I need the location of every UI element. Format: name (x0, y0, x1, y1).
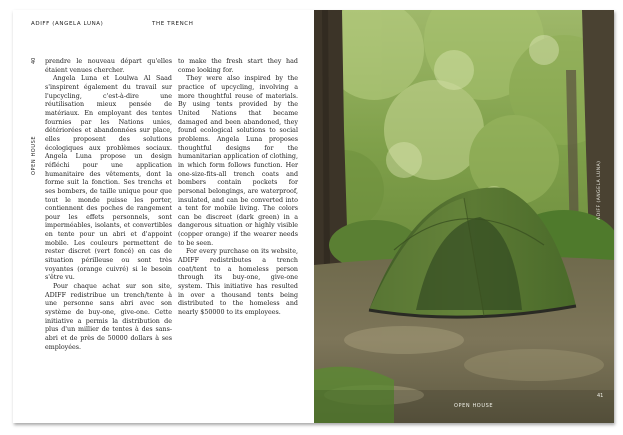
tent-photo (314, 10, 614, 423)
page-number-left: 40 (31, 57, 37, 64)
photo-caption: OPEN HOUSE (454, 403, 494, 409)
left-page (13, 10, 314, 423)
section-label-left: OPEN HOUSE (31, 135, 37, 175)
french-paragraph: Pour chaque achat sur son site, ADIFF redistribue un trench/tente à une personne sans abri avec son système de buy-one, give-one. Cette initiative a permis la distribution de plus d'un millier de tentes à des sans-abri et de près de 50000 dollars à ses employées. (45, 283, 172, 351)
page-number-right: 41 (597, 393, 604, 399)
english-paragraph: to make the fresh start they had come looking for. (178, 58, 298, 74)
english-text-column (178, 58, 298, 318)
english-paragraph: They were also inspired by the practice of upcycling, involving a more thoughtful reuse of materials. By using tents provided by the United Nations that became damaged and been abandoned, they found ecological solutions to social problems. Angela Luna proposes thoughtful designs for the humanitarian application of clothing, in which form follows function. Her one-size-fits-all trench coats and bombers contain pockets for personal belongings, are waterproof, insulated, and can be converted into a tent for mobile living. The colors can be discreet (dark green) in a dangerous situation or highly visible (copper orange) if the wearer needs to be seen. (178, 75, 298, 247)
right-page (314, 10, 614, 423)
running-header-title: THE TRENCH (152, 21, 194, 27)
running-header-left: ADIFF (ANGELA LUNA) (31, 21, 104, 27)
english-paragraph: For every purchase on its website, ADIFF redistributes a trench coat/tent to a homeless person through its buy-one, give-one system. This initiative has resulted in over a thousand tents being distributed to the homeless and nearly $50000 to its employees. (178, 248, 298, 317)
section-label-right: ADIFF (ANGELA LUNA) (597, 160, 602, 220)
french-paragraph: prendre le nouveau départ qu'elles étaient venues chercher. (45, 58, 172, 74)
book-spread (13, 10, 614, 423)
french-paragraph: Angela Luna et Loulwa Al Saad s'inspirent également du travail sur l'upcycling, c'est-à-dire une réutilisation mieux pensée de matériaux. En employant des tentes fournies par les Nations unies, détériorées et abandonnées sur place, elles proposent des solutions écologiques aux problèmes sociaux. Angela Luna propose un design réfléchi pour une application humanitaire des vêtements, dont la forme suit la fonction. Ses trenchs et ses bombers, de taille unique pour que tout le monde puisse les porter, contiennent des poches de rangement pour les effets personnels, sont imperméables, isolants, et convertibles en tente pour un abri et d'appoint mobile. Les couleurs permettent de rester discret (vert foncé) en cas de situation périlleuse ou sont très voyantes (orange cuivré) si le besoin s'être vu. (45, 75, 172, 282)
french-text-column (45, 58, 172, 352)
